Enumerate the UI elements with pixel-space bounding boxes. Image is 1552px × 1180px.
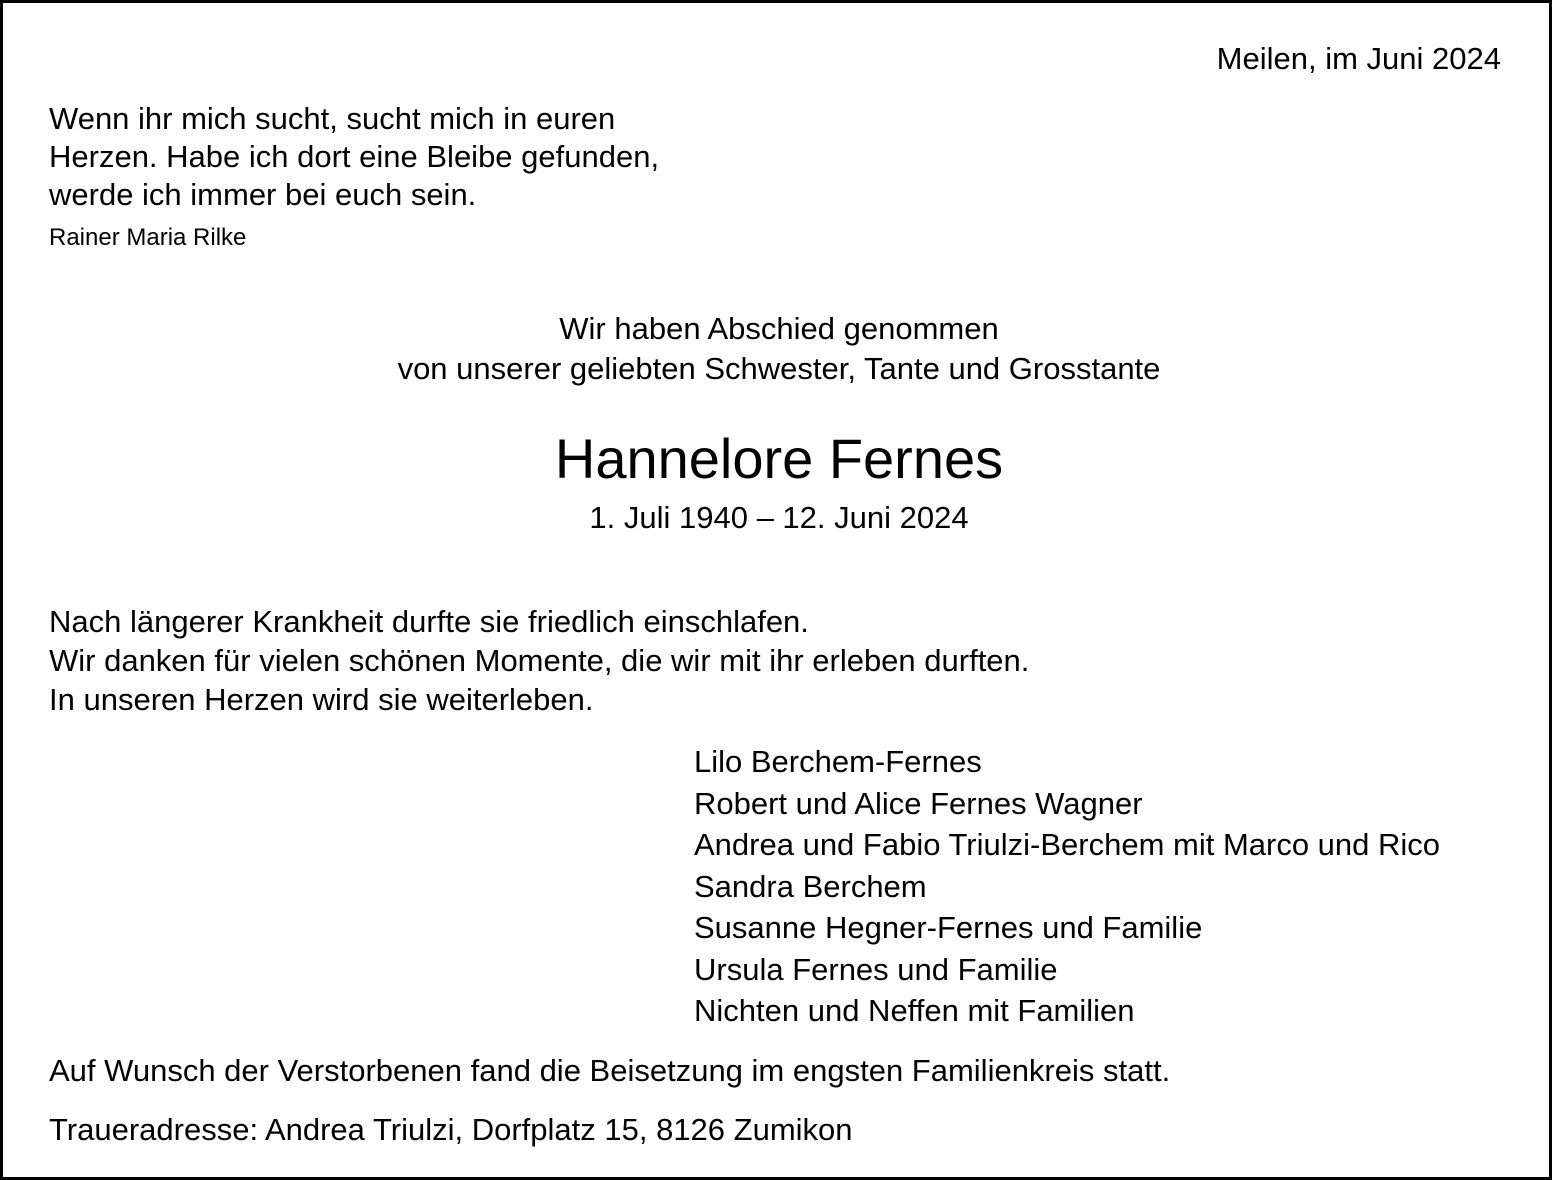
message-line: In unseren Herzen wird sie weiterleben. [49,682,594,717]
mourner: Robert und Alice Fernes Wagner [694,785,1143,821]
mourner: Sandra Berchem [694,868,927,904]
mourner: Nichten und Neffen mit Familien [694,993,1135,1028]
deceased-name: Hannelore Fernes [554,427,1004,490]
quote-line: Wenn ihr mich sucht, sucht mich in euren [49,101,616,136]
mourner: Ursula Fernes und Familie [694,951,1058,987]
burial-note: Auf Wunsch der Verstorbenen fand die Beisetzung im engsten Familienkreis statt. [49,1053,1171,1088]
life-dates: 1. Juli 1940 – 12. Juni 2024 [589,500,969,535]
mourner: Lilo Berchem-Fernes [694,744,982,779]
quote-author: Rainer Maria Rilke [49,224,247,251]
mourner: Susanne Hegner-Fernes und Familie [694,910,1203,945]
farewell-line: Wir haben Abschied genommen [559,311,999,346]
message [49,602,1029,719]
place-date: Meilen, im Juni 2024 [1216,41,1501,76]
quote-line: Herzen. Habe ich dort eine Bleibe gefunden, [49,139,660,174]
message-line: Wir danken für vielen schönen Momente, die wir mit ihr erleben durften. [49,643,1030,678]
mourner: Andrea und Fabio Triulzi-Berchem mit Marco und Rico [694,827,1441,862]
mourners-list [694,741,1440,1032]
quote-line: werde ich immer bei euch sein. [49,177,477,212]
farewell-text [3,309,1552,389]
mourning-address: Traueradresse: Andrea Triulzi, Dorfplatz 15, 8126 Zumikon [49,1112,853,1147]
message-line: Nach längerer Krankheit durfte sie friedlich einschlafen. [49,604,809,639]
quote [49,100,659,214]
farewell-line: von unserer geliebten Schwester, Tante und Grosstante [397,351,1161,386]
